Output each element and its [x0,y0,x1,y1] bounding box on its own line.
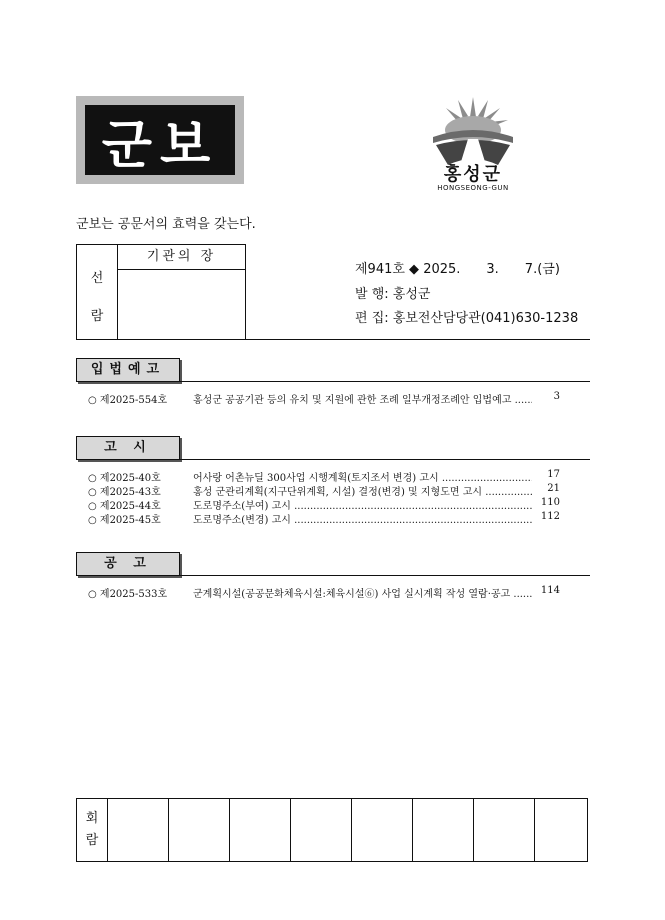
section-heading: 공 고 [76,552,180,576]
entry-number: ○ 제2025-40호 [88,473,161,484]
review-cell [291,799,352,861]
entry-number: ○ 제2025-533호 [88,589,168,600]
review-label-top: 회 [85,811,99,826]
entry-number: ○ 제2025-43호 [88,487,161,498]
review-cell [474,799,535,861]
review-table [76,798,588,862]
entry-title: 어사랑 어촌뉴딜 300사업 시행계획(토지조서 변경) 고시 ..... [193,469,532,484]
circulation-label-bottom: 람 [90,309,104,324]
tagline: 군보는 공문서의 효력을 갖는다. [76,217,256,232]
entry-page: 21 [547,483,560,494]
review-cell [413,799,474,861]
list-item[interactable] [88,483,560,497]
entry-title: 홍성군 공공기관 등의 유치 및 지원에 관한 조례 일부개정조례안 입법예고 ..... [193,391,532,406]
review-cell [108,799,169,861]
entry-title: 도로명주소(부여) 고시 ..... [193,497,532,512]
review-cell [169,799,230,861]
review-cell [230,799,291,861]
section-divider [76,459,590,460]
review-label [77,799,108,861]
list-item[interactable] [88,497,560,511]
list-item[interactable] [88,469,560,483]
entry-title: 군계획시설(공공문화체육시설:체육시설⑥) 사업 실시계획 작성 열람·공고 ..... [193,585,532,600]
section-divider [76,381,590,382]
list-item[interactable] [88,511,560,525]
logo-roman: HONGSEONG-GUN [437,184,509,192]
title-frame [76,96,244,184]
entry-number: ○ 제2025-45호 [88,515,161,526]
circulation-box [76,244,246,340]
list-item[interactable] [88,391,560,405]
section-heading: 고 시 [76,436,180,460]
list-item[interactable] [88,585,560,599]
circulation-label [77,245,118,339]
issue-number-date: 제941호 ◆ 2025. 3. 7.(금) [355,262,560,277]
logo-name: 홍성군 [443,164,503,185]
entry-page: 17 [547,469,560,480]
entry-page: 112 [540,511,560,522]
circulation-label-top: 선 [90,271,104,286]
review-cell [352,799,413,861]
entry-number: ○ 제2025-554호 [88,395,168,406]
entry-page: 3 [553,391,560,402]
header-divider [76,339,590,340]
issue-publisher: 발 행: 홍성군 [355,287,431,302]
entry-number: ○ 제2025-44호 [88,501,161,512]
entry-title: 도로명주소(변경) 고시 ..... [193,511,532,526]
entry-title: 홍성 군관리계획(지구단위계획, 시설) 결정(변경) 및 지형도면 고시 ..... [193,483,532,498]
section-heading: 입법예고 [76,358,180,382]
entry-page: 110 [540,497,560,508]
gazette-title: 군보 [85,105,235,175]
issue-editor: 편 집: 홍보전산담당관(041)630-1238 [355,311,579,326]
entry-page: 114 [540,585,560,596]
section-divider [76,575,590,576]
review-cell [535,799,569,861]
circulation-heading: 기관의 장 [118,245,245,270]
review-label-bottom: 람 [85,833,99,848]
